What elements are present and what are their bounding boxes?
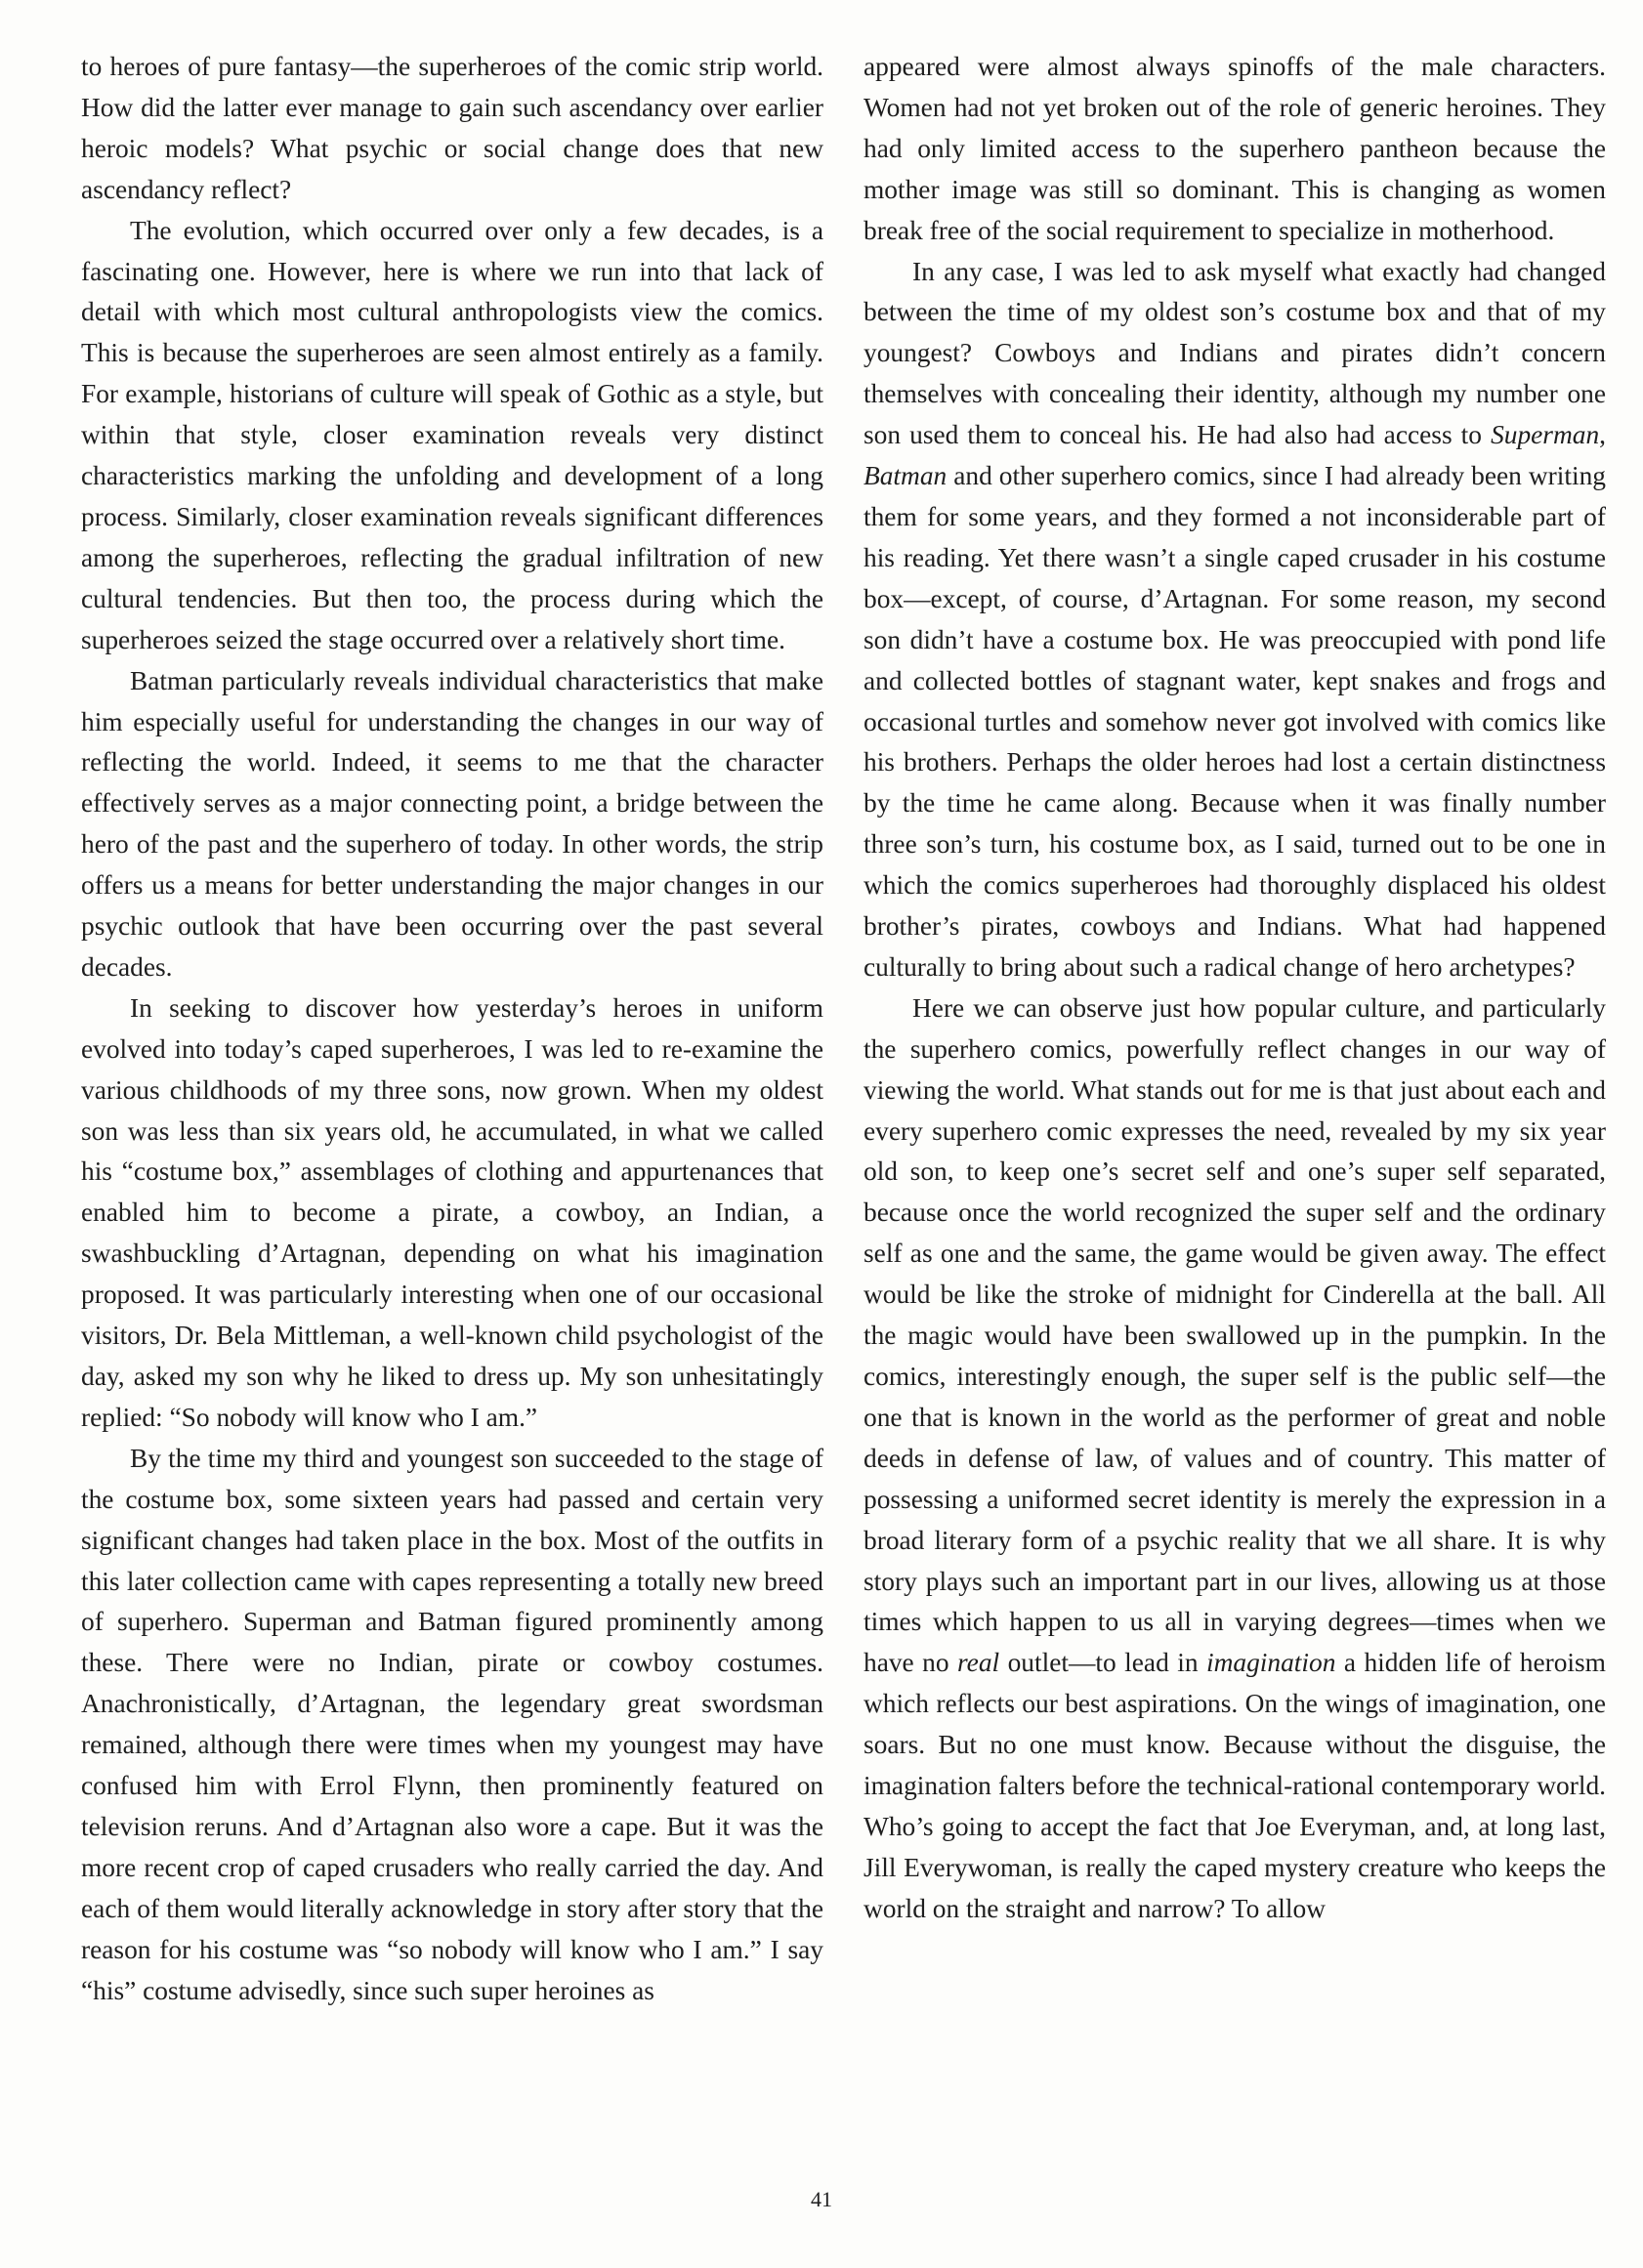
text-run: In any case, I was led to ask myself what exactly had changed between the time of my oldest son’s costume box and that of my youngest? Cowboys and Indians and pirates didn’t concern themselves with concealing their identity, although my number one son used them to conceal his. He had also had access to — [864, 256, 1606, 450]
left-column — [81, 47, 823, 2012]
right-column — [864, 47, 1606, 1930]
paragraph — [864, 47, 1606, 252]
text-run: In seeking to discover how yesterday’s heroes in uniform evolved into today’s caped superheroes, I was led to re-examine the various childhoods of my three sons, now grown. When my oldest son was less than six years old, he accumulated, in what we called his “costume box,” assemblages of clothing and appurtenances that enabled him to become a pirate, a cowboy, an Indian, a swashbuckling d’Artagnan, depending on what his imagination proposed. It was particularly interesting when one of our occasional visitors, Dr. Bela Mittleman, a well-known child psychologist of the day, asked my son why he liked to dress up. My son unhesitatingly replied: “So nobody will know who I am.” — [81, 992, 823, 1432]
paragraph — [81, 1439, 823, 2012]
italic-text: Superman — [1491, 420, 1600, 450]
paragraph — [81, 661, 823, 988]
text-run: appeared were almost always spinoffs of the male characters. Women had not yet broken out of the role of generic heroines. They had only limited access to the superhero pantheon because the mother image was still so dominant. This is changing as women break free of the social requirement to specialize in motherhood. — [864, 52, 1606, 245]
page-number: 41 — [811, 2187, 832, 2211]
text-run: Here we can observe just how popular culture, and particularly the superhero comics, powerfully reflect changes in our way of viewing the world. What stands out for me is that just about each and every superhero comic expresses the need, revealed by my six year old son, to keep one’s secret self and one’s super self separated, because once the world recognized the super self and the ordinary self as one and the same, the game would be given away. The effect would be like the stroke of midnight for Cinderella at the ball. All the magic would have been swallowed up in the pumpkin. In the comics, interestingly enough, the super self is the public self—the one that is known in the world as the performer of great and noble deeds in defense of law, of values and of country. This matter of possessing a uniformed secret identity is merely the expression in a broad literary form of a psychic reality that we all share. It is why story plays such an important part in our lives, allowing us at those times which happen to us all in varying degrees—times when we have no — [864, 992, 1606, 1678]
italic-text: real — [957, 1648, 1000, 1678]
paragraph — [864, 988, 1606, 1930]
italic-text: Batman — [864, 461, 948, 491]
italic-text: imagination — [1206, 1648, 1336, 1678]
text-run: outlet—to lead in — [999, 1648, 1206, 1678]
paragraph — [864, 252, 1606, 988]
text-run: a hidden life of heroism which reflects our best aspirations. On the wings of imagination, one soars. But no one must know. Because without the disguise, the imagination falters before the technical-rational contemporary world. Who’s going to accept the fact that Joe Everyman, and, at long last, Jill Everywoman, is really the caped mystery creature who keeps the world on the straight and narrow? To allow — [864, 1648, 1606, 1923]
paragraph — [81, 988, 823, 1439]
paragraph — [81, 211, 823, 661]
text-run: to heroes of pure fantasy—the superheroes of the comic strip world. How did the latter ever manage to gain such ascendancy over earlier heroic models? What psychic or social change does that new ascendancy reflect? — [81, 52, 823, 204]
text-run: , — [1599, 420, 1606, 450]
paragraph — [81, 47, 823, 211]
text-run: The evolution, which occurred over only a few decades, is a fascinating one. However, here is where we run into that lack of detail with which most cultural anthropologists view the comics. This is because the superheroes are seen almost entirely as a family. For example, historians of culture will speak of Gothic as a style, but within that style, closer examination reveals very distinct characteristics marking the unfolding and development of a long process. Similarly, closer examination reveals significant differences among the superheroes, reflecting the gradual infiltration of new cultural tendencies. But then too, the process during which the superheroes seized the stage occurred over a relatively short time. — [81, 215, 823, 654]
text-run: Batman particularly reveals individual characteristics that make him especially useful for understanding the changes in our way of reflecting the world. Indeed, it seems to me that the character effectively serves as a major connecting point, a bridge between the hero of the past and the superhero of today. In other words, the strip offers us a means for better understanding the major changes in our psychic outlook that have been occurring over the past several decades. — [81, 665, 823, 982]
text-run: and other superhero comics, since I had already been writing them for some years, and they formed a not inconsiderable part of his reading. Yet there wasn’t a single caped crusader in his costume box—except, of course, d’Artagnan. For some reason, my second son didn’t have a costume box. He was preoccupied with pond life and collected bottles of stagnant water, kept snakes and frogs and occasional turtles and somehow never got involved with comics like his brothers. Perhaps the older heroes had lost a certain distinctness by the time he came along. Because when it was finally number three son’s turn, his costume box, as I said, turned out to be one in which the comics superheroes had thoroughly displaced his oldest brother’s pirates, cowboys and Indians. What had happened culturally to bring about such a radical change of hero archetypes? — [864, 461, 1606, 982]
text-run: By the time my third and youngest son succeeded to the stage of the costume box, some sixteen years had passed and certain very significant changes had taken place in the box. Most of the outfits in this later collection came with capes representing a totally new breed of superhero. Superman and Batman figured prominently among these. There were no Indian, pirate or cowboy costumes. Anachronistically, d’Artagnan, the legendary great swordsman remained, although there were times when my youngest may have confused him with Errol Flynn, then prominently featured on television reruns. And d’Artagnan also wore a cape. But it was the more recent crop of caped crusaders who really carried the day. And each of them would literally acknowledge in story after story that the reason for his costume was “so nobody will know who I am.” I say “his” costume advisedly, since such super heroines as — [81, 1443, 823, 2005]
